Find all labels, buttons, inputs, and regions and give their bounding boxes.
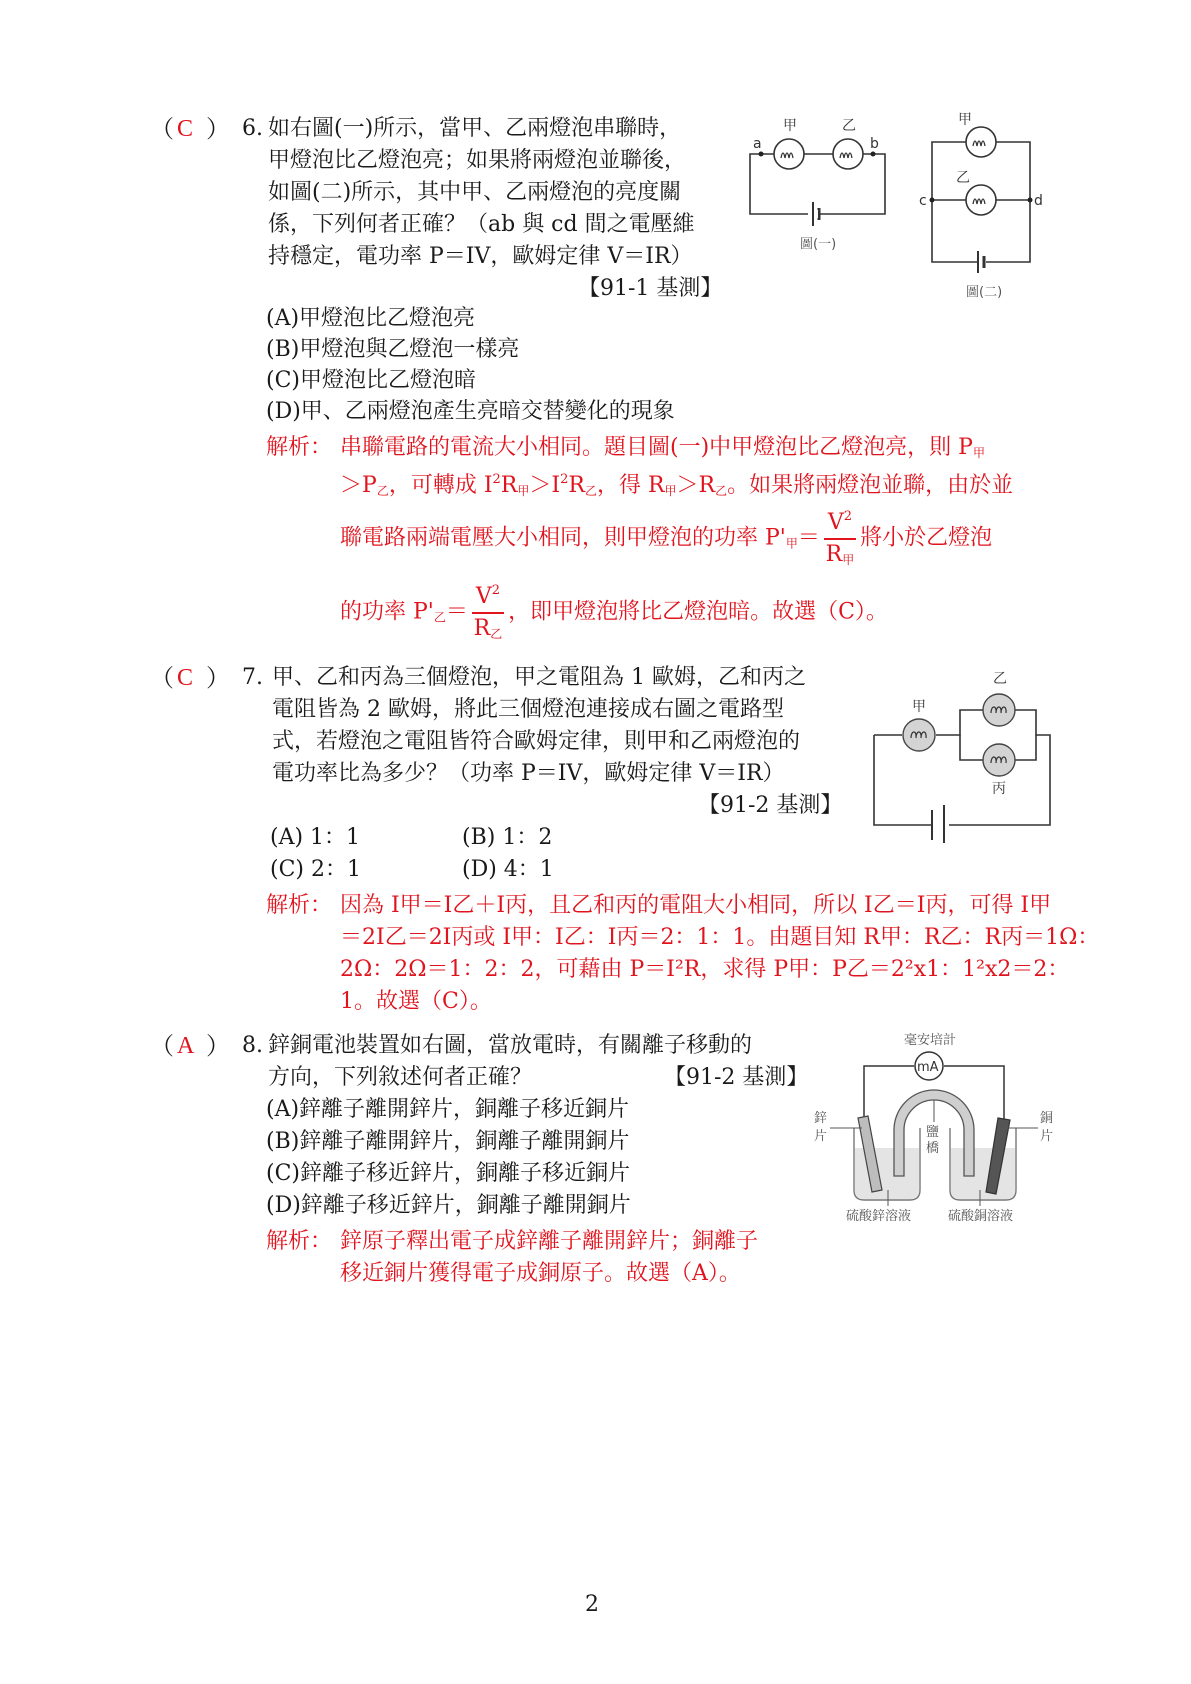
analysis-formula-line: 聯電路兩端電壓大小相同，則甲燈泡的功率 $P'_甲=$ $\frac{V^2}{R_甲}$ 將小於乙燈泡	[340, 502, 992, 576]
option-d: (D)鋅離子移近鋅片，銅離子離開銅片	[266, 1193, 631, 1218]
mixed-circuit-figure	[866, 665, 1056, 840]
svg-text:mA: mA	[917, 1060, 939, 1075]
page-number: 2	[585, 1592, 599, 1617]
option-d: (D)甲、乙兩燈泡產生亮暗交替變化的現象	[266, 399, 675, 424]
svg-text:b: b	[870, 136, 879, 152]
svg-text:d: d	[1034, 193, 1043, 209]
question-stem-line: 電功率比為多少？（功率 P＝IV，歐姆定律 V＝IR）	[272, 761, 785, 786]
option-b: (B) 1：2	[462, 825, 553, 850]
svg-text:a: a	[753, 136, 762, 152]
svg-text:甲: 甲	[783, 118, 797, 134]
option-b: (B)甲燈泡與乙燈泡一樣亮	[266, 337, 520, 362]
analysis-line: 鋅原子釋出電子成鋅離子離開鋅片；銅離子	[340, 1229, 759, 1254]
exam-source: 【91-2 基測】	[664, 1065, 809, 1090]
question-stem-line: 電阻皆為 2 歐姆，將此三個燈泡連接成右圖之電路型	[272, 697, 784, 722]
svg-text:乙: 乙	[956, 170, 970, 186]
question-stem-line: 鋅銅電池裝置如右圖，當放電時，有關離子移動的	[268, 1033, 753, 1058]
svg-text:圖(二): 圖(二)	[966, 285, 1003, 300]
svg-text:鋅: 鋅	[814, 1111, 828, 1126]
question-number: 6.	[242, 116, 263, 141]
svg-text:乙: 乙	[842, 118, 856, 134]
question-stem-line: 持穩定，電功率 P＝IV，歐姆定律 V＝IR）	[268, 244, 693, 269]
answer-7: C	[177, 665, 194, 691]
parallel-circuit-figure	[918, 112, 1043, 302]
answer-6: C	[177, 116, 194, 142]
svg-text:片: 片	[1040, 1129, 1054, 1144]
question-stem-line: 如圖(二)所示，其中甲、乙兩燈泡的亮度關	[268, 180, 682, 205]
option-c: (C)鋅離子移近鋅片，銅離子移近銅片	[266, 1161, 631, 1186]
answer-bracket-close: ）	[206, 115, 230, 143]
analysis-label: 解析：	[266, 435, 333, 460]
answer-bracket-open: （	[150, 115, 174, 143]
answer-bracket-open: （	[150, 664, 174, 692]
analysis-label: 解析：	[266, 1229, 333, 1254]
question-number: 7.	[242, 665, 263, 690]
option-d: (D) 4：1	[462, 857, 554, 882]
question-number: 8.	[242, 1033, 263, 1058]
svg-text:乙: 乙	[993, 671, 1007, 687]
analysis-formula-line: 的功率 $P'_乙=$ $\frac{V^2}{R_乙}$ ，即甲燈泡將比乙燈泡暗。故選（C）。	[340, 576, 888, 650]
svg-text:鹽: 鹽	[926, 1125, 940, 1140]
svg-text:丙: 丙	[992, 781, 1006, 797]
svg-text:銅: 銅	[1040, 1111, 1054, 1126]
fraction-v2-over-r-yi: $\frac{V^2}{R_乙}$	[472, 576, 504, 649]
question-stem-line: 式，若燈泡之電阻皆符合歐姆定律，則甲和乙兩燈泡的	[272, 729, 801, 754]
fraction-v2-over-r-jia: $\frac{V^2}{R_甲}$	[824, 502, 856, 575]
option-a: (A)鋅離子離開鋅片，銅離子移近銅片	[266, 1097, 630, 1122]
option-b: (B)鋅離子離開鋅片，銅離子離開銅片	[266, 1129, 630, 1154]
zinc-copper-cell-figure	[814, 1030, 1054, 1224]
option-a: (A) 1：1	[270, 825, 361, 850]
answer-bracket-close: ）	[206, 664, 230, 692]
option-c: (C)甲燈泡比乙燈泡暗	[266, 368, 476, 393]
svg-text:片: 片	[814, 1129, 828, 1144]
svg-text:硫酸銅溶液: 硫酸銅溶液	[948, 1209, 1014, 1224]
question-stem-line: 如右圖(一)所示，當甲、乙兩燈泡串聯時，	[268, 116, 682, 141]
question-stem-line: 甲燈泡比乙燈泡亮；如果將兩燈泡並聯後，	[268, 148, 687, 173]
analysis-label: 解析：	[266, 893, 333, 918]
exam-source: 【91-2 基測】	[698, 793, 843, 818]
answer-bracket-open: （	[150, 1032, 174, 1060]
analysis-line: ＝2I乙＝2I丙或 I甲：I乙：I丙＝2：1：1。由題目知 R甲：R乙：R丙＝1Ω：	[340, 925, 1100, 950]
analysis-line: 串聯電路的電流大小相同。題目圖(一)中甲燈泡比乙燈泡亮，則 $P_甲$	[340, 435, 985, 460]
svg-text:硫酸鋅溶液: 硫酸鋅溶液	[846, 1209, 912, 1224]
svg-text:甲: 甲	[912, 699, 926, 715]
answer-bracket-close: ）	[206, 1032, 230, 1060]
analysis-line: 因為 I甲＝I乙＋I丙，且乙和丙的電阻大小相同，所以 I乙＝I丙，可得 I甲	[340, 893, 1052, 918]
exam-source: 【91-1 基測】	[578, 276, 723, 301]
analysis-line: 移近銅片獲得電子成銅原子。故選（A）。	[340, 1261, 741, 1286]
question-stem-line: 甲、乙和丙為三個燈泡，甲之電阻為 1 歐姆，乙和丙之	[272, 665, 806, 690]
svg-text:甲: 甲	[958, 112, 972, 128]
question-stem-line: 方向，下列敘述何者正確？	[268, 1065, 533, 1090]
svg-text:c: c	[919, 193, 927, 209]
question-stem-line: 係，下列何者正確？（ab 與 cd 間之電壓維	[268, 212, 695, 237]
svg-text:毫安培計: 毫安培計	[904, 1033, 957, 1048]
svg-text:圖(一): 圖(一)	[800, 237, 837, 252]
analysis-line: $>P_乙$，可轉成 $I^2R_甲>I^2R_乙$，得 $R_甲>R_乙$。如果將兩燈泡並聯，由於並	[340, 472, 1014, 498]
answer-8: A	[177, 1033, 195, 1059]
svg-text:橋: 橋	[926, 1141, 940, 1156]
series-circuit-figure	[745, 112, 895, 262]
analysis-line: 1。故選（C）。	[340, 989, 492, 1014]
option-a: (A)甲燈泡比乙燈泡亮	[266, 306, 476, 331]
analysis-line: 2Ω：2Ω＝1：2：2，可藉由 P＝I²R，求得 P甲：P乙＝2²x1：1²x2＝2：	[340, 957, 1070, 982]
option-c: (C) 2：1	[270, 857, 361, 882]
